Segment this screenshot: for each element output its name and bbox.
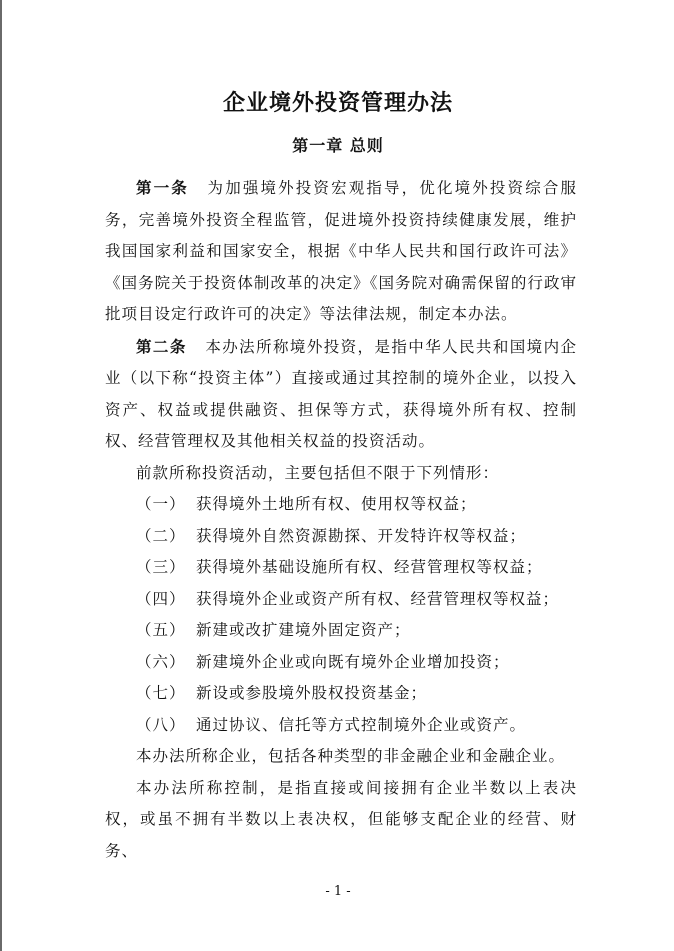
list-item-number: （五） xyxy=(136,621,186,639)
page-number: - 1 - xyxy=(325,884,351,899)
article-1-label: 第一条 xyxy=(136,178,189,197)
list-item-text: 新建或改扩建境外固定资产； xyxy=(196,621,411,639)
list-item-text: 通过协议、信托等方式控制境外企业或资产。 xyxy=(196,715,527,734)
list-item-text: 获得境外自然资源勘探、开发特许权等权益； xyxy=(196,526,527,545)
list-item xyxy=(105,678,577,710)
list-item xyxy=(105,615,577,647)
paragraph-control-definition: 本办法所称控制，是指直接或间接拥有企业半数以上表决权，或虽不拥有半数以上表决权，但能够支配企业的经营、财务、 xyxy=(105,778,577,860)
list-item-number: （八） xyxy=(136,715,186,734)
list-item xyxy=(105,647,577,679)
list-item xyxy=(105,521,577,553)
list-item-number: （六） xyxy=(136,652,186,671)
list-item xyxy=(105,584,577,616)
list-item-number: （一） xyxy=(136,495,186,513)
list-item xyxy=(105,489,577,521)
list-item-number: （二） xyxy=(136,526,186,545)
paragraph-enterprise-definition: 本办法所称企业，包括各种类型的非金融企业和金融企业。 xyxy=(136,747,566,765)
list-item-text: 获得境外土地所有权、使用权等权益； xyxy=(196,495,477,513)
items-intro: 前款所称投资活动，主要包括但不限于下列情形： xyxy=(136,463,500,482)
list-item-number: （三） xyxy=(136,558,186,576)
document-title: 企业境外投资管理办法 xyxy=(222,90,453,116)
list-item-text: 获得境外基础设施所有权、经营管理权等权益； xyxy=(196,558,543,576)
list-item-text: 新建境外企业或向既有境外企业增加投资； xyxy=(196,652,510,671)
article-2-text: 本办法所称境外投资，是指中华人民共和国境内企业（以下称“投资主体”）直接或通过其控制的境外企业，以投入资产、权益或提供融资、担保等方式，获得境外所有权、控制权、经营管理权及其他相关权益的投资活动。 xyxy=(105,337,577,450)
chapter-heading: 第一章 总则 xyxy=(292,136,384,155)
list-item-number: （四） xyxy=(136,589,186,608)
list-item-text: 获得境外企业或资产所有权、经营管理权等权益； xyxy=(196,589,560,608)
article-2 xyxy=(105,331,577,458)
list-item-text: 新设或参股境外股权投资基金； xyxy=(196,684,428,702)
list-item xyxy=(105,710,577,742)
list-item xyxy=(105,552,577,584)
list-item-number: （七） xyxy=(136,684,186,702)
article-1 xyxy=(105,172,577,331)
article-2-label: 第二条 xyxy=(136,336,187,356)
article-1-text: 为加强境外投资宏观指导，优化境外投资综合服务，完善境外投资全程监管，促进境外投资持续健康发展，维护我国国家利益和国家安全，根据《中华人民共和国行政许可法》《国务院关于投资体制改革的决定》《国务院对确需保留的行政审批项目设定行政许可的决定》等法律法规，制定本办法。 xyxy=(105,179,577,323)
document-body xyxy=(105,172,577,867)
